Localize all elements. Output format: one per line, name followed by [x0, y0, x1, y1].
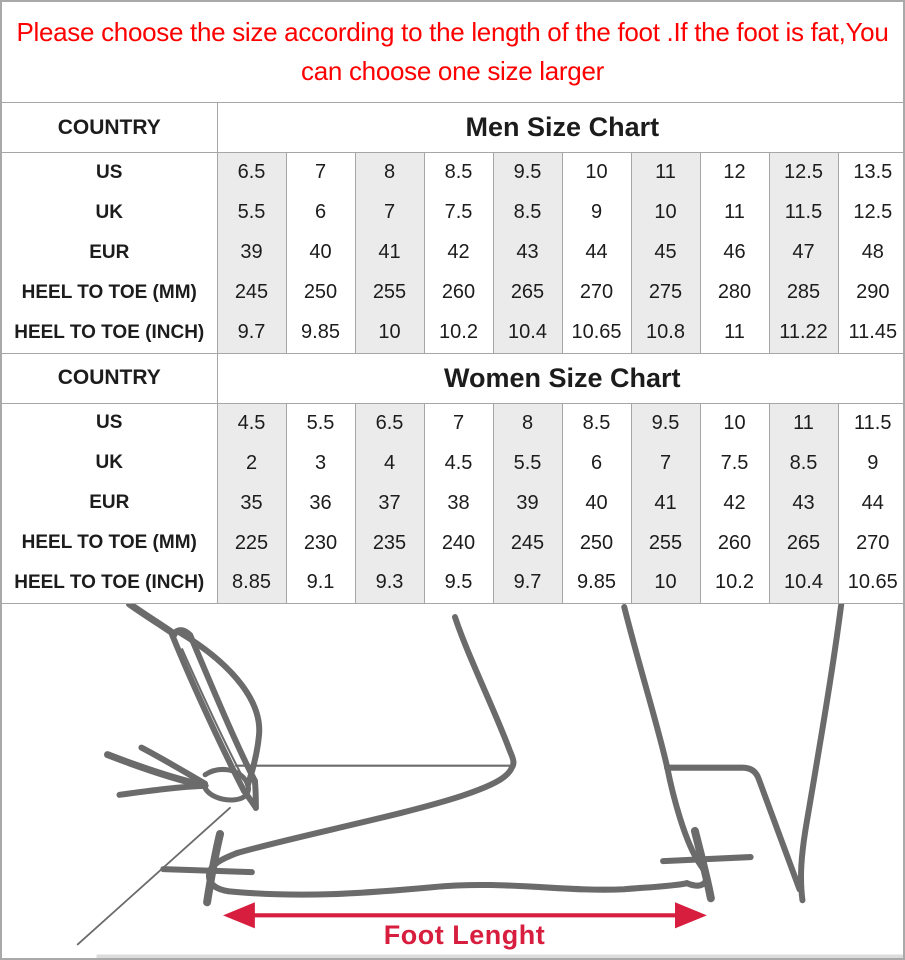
row-label: HEEL TO TOE (MM)	[21, 532, 197, 553]
size-value-cell: 245	[217, 273, 286, 313]
size-value-cell: 255	[631, 523, 700, 563]
size-value-cell: 42	[700, 483, 769, 523]
size-value-cell: 8	[493, 403, 562, 443]
table-row	[2, 523, 905, 563]
size-value-cell: 250	[286, 273, 355, 313]
size-value-cell: 9.85	[562, 563, 631, 603]
size-value-cell: 285	[769, 273, 838, 313]
size-value-cell: 12	[700, 153, 769, 193]
row-label: HEEL TO TOE (MM)	[21, 281, 197, 303]
foot-length-label: Foot Lenght	[383, 919, 546, 950]
table-title: Women Size Chart	[217, 353, 905, 403]
table-row	[2, 313, 905, 353]
table-row	[2, 153, 905, 193]
size-value-cell: 235	[355, 523, 424, 563]
size-value-cell: 41	[631, 483, 700, 523]
size-value-cell: 8.5	[769, 443, 838, 483]
women-size-table	[2, 353, 905, 604]
size-value-cell: 48	[838, 233, 905, 273]
size-value-cell: 3	[286, 443, 355, 483]
table-row	[2, 443, 905, 483]
size-value-cell: 47	[769, 233, 838, 273]
row-label: UK	[95, 452, 123, 473]
size-value-cell: 39	[217, 233, 286, 273]
size-value-cell: 11.45	[838, 313, 905, 353]
size-value-cell: 5.5	[493, 443, 562, 483]
size-value-cell: 265	[769, 523, 838, 563]
country-header-cell: COUNTRY	[2, 103, 217, 153]
size-value-cell: 10.8	[631, 313, 700, 353]
size-value-cell: 12.5	[769, 153, 838, 193]
size-value-cell: 250	[562, 523, 631, 563]
size-value-cell: 280	[700, 273, 769, 313]
size-value-cell: 9.7	[493, 563, 562, 603]
heel-mark-tick	[663, 857, 751, 861]
size-value-cell: 8.85	[217, 563, 286, 603]
row-label: EUR	[89, 492, 130, 513]
size-value-cell: 260	[700, 523, 769, 563]
row-label: UK	[95, 201, 123, 223]
table-row	[2, 233, 905, 273]
size-value-cell: 9.3	[355, 563, 424, 603]
size-value-cell: 11	[700, 313, 769, 353]
size-value-cell: 7.5	[700, 443, 769, 483]
size-value-cell: 10.2	[700, 563, 769, 603]
size-value-cell: 42	[424, 233, 493, 273]
row-label: US	[96, 412, 123, 434]
size-value-cell: 10	[700, 403, 769, 443]
size-value-cell: 10	[355, 313, 424, 353]
size-value-cell: 9.7	[217, 313, 286, 353]
size-value-cell: 11	[700, 193, 769, 233]
size-value-cell: 10.65	[562, 313, 631, 353]
size-value-cell: 10.2	[424, 313, 493, 353]
size-value-cell: 255	[355, 273, 424, 313]
toe-mark-tick	[163, 869, 252, 872]
size-value-cell: 43	[493, 233, 562, 273]
size-value-cell: 290	[838, 273, 905, 313]
foot-measurement-diagram	[2, 604, 903, 959]
size-value-cell: 9.5	[631, 403, 700, 443]
size-value-cell: 45	[631, 233, 700, 273]
size-value-cell: 10.4	[769, 563, 838, 603]
size-value-cell: 4.5	[217, 403, 286, 443]
size-value-cell: 5.5	[286, 403, 355, 443]
size-value-cell: 7	[355, 193, 424, 233]
size-value-cell: 7	[424, 403, 493, 443]
size-value-cell: 35	[217, 483, 286, 523]
size-value-cell: 40	[562, 483, 631, 523]
size-value-cell: 10	[631, 193, 700, 233]
size-value-cell: 230	[286, 523, 355, 563]
size-value-cell: 6	[286, 193, 355, 233]
size-value-cell: 8.5	[493, 193, 562, 233]
size-value-cell: 37	[355, 483, 424, 523]
size-value-cell: 9	[838, 443, 905, 483]
size-value-cell: 36	[286, 483, 355, 523]
size-value-cell: 12.5	[838, 193, 905, 233]
size-value-cell: 44	[562, 233, 631, 273]
size-value-cell: 270	[562, 273, 631, 313]
size-value-cell: 11.5	[838, 403, 905, 443]
size-value-cell: 38	[424, 483, 493, 523]
size-value-cell: 275	[631, 273, 700, 313]
size-value-cell: 9.5	[493, 153, 562, 193]
size-value-cell: 11	[631, 153, 700, 193]
row-label: HEEL TO TOE (INCH)	[14, 321, 205, 343]
row-label: EUR	[89, 241, 130, 263]
size-value-cell: 8.5	[424, 153, 493, 193]
size-value-cell: 10.65	[838, 563, 905, 603]
size-value-cell: 7	[286, 153, 355, 193]
size-advice-text: Please choose the size according to the length of the foot .If the foot is fat,You can choose one size larger	[16, 17, 889, 86]
size-value-cell: 6.5	[355, 403, 424, 443]
size-value-cell: 8	[355, 153, 424, 193]
table-row	[2, 483, 905, 523]
size-value-cell: 9.5	[424, 563, 493, 603]
size-value-cell: 9.1	[286, 563, 355, 603]
size-value-cell: 8.5	[562, 403, 631, 443]
size-value-cell: 9	[562, 193, 631, 233]
size-value-cell: 10	[631, 563, 700, 603]
table-title: Men Size Chart	[217, 103, 905, 153]
size-advice-banner	[2, 2, 903, 102]
bottom-edge-strip	[97, 954, 903, 958]
size-value-cell: 225	[217, 523, 286, 563]
table-row	[2, 403, 905, 443]
size-value-cell: 7	[631, 443, 700, 483]
size-value-cell: 4.5	[424, 443, 493, 483]
size-value-cell: 11.22	[769, 313, 838, 353]
table-header-row	[2, 353, 905, 403]
size-value-cell: 2	[217, 443, 286, 483]
size-value-cell: 4	[355, 443, 424, 483]
size-value-cell: 10	[562, 153, 631, 193]
row-label: US	[96, 161, 123, 183]
table-row	[2, 273, 905, 313]
measuring-board-drawing	[663, 604, 841, 900]
foot-drawing	[2, 604, 903, 959]
size-value-cell: 9.85	[286, 313, 355, 353]
table-row	[2, 563, 905, 603]
size-value-cell: 265	[493, 273, 562, 313]
country-header-cell: COUNTRY	[2, 353, 217, 403]
size-value-cell: 40	[286, 233, 355, 273]
row-label: HEEL TO TOE (INCH)	[14, 571, 205, 593]
size-value-cell: 270	[838, 523, 905, 563]
size-value-cell: 245	[493, 523, 562, 563]
men-size-table	[2, 102, 905, 353]
size-value-cell: 6.5	[217, 153, 286, 193]
size-value-cell: 10.4	[493, 313, 562, 353]
size-value-cell: 260	[424, 273, 493, 313]
size-value-cell: 11.5	[769, 193, 838, 233]
table-header-row	[2, 103, 905, 153]
size-value-cell: 46	[700, 233, 769, 273]
size-value-cell: 6	[562, 443, 631, 483]
size-value-cell: 43	[769, 483, 838, 523]
size-value-cell: 44	[838, 483, 905, 523]
size-value-cell: 240	[424, 523, 493, 563]
size-value-cell: 39	[493, 483, 562, 523]
size-value-cell: 7.5	[424, 193, 493, 233]
size-value-cell: 13.5	[838, 153, 905, 193]
size-value-cell: 41	[355, 233, 424, 273]
size-value-cell: 5.5	[217, 193, 286, 233]
size-value-cell: 11	[769, 403, 838, 443]
table-row	[2, 193, 905, 233]
